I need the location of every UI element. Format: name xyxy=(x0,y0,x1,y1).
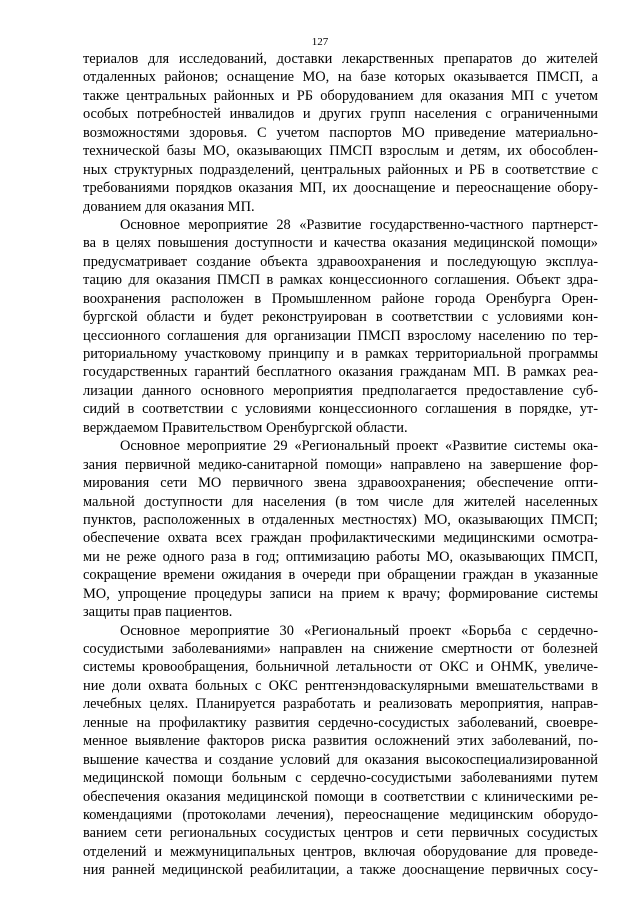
page-number: 127 xyxy=(311,36,329,48)
paragraph-start-line: Основное мероприятие 29 «Региональный проект «Развитие системы ока- xyxy=(120,438,598,455)
text-line: риториальному участковому принципу и в рамках территориальной программы xyxy=(83,346,598,362)
text-line: ние доли охвата больных с ОКС рентгенэндоваскулярными вмешательствами в xyxy=(83,677,598,694)
text-line: териалов для исследований, доставки лекарственных препаратов до жителей xyxy=(83,51,598,67)
text-line: возможностями здоровья. С учетом паспортов МО приведение материально- xyxy=(83,124,598,141)
text-line: системы кровообращения, больничной летальности от ОКС и ОНМК, увеличе- xyxy=(83,659,598,676)
text-line: МО, упрощение процедуры записи на прием к врачу; формирование системы xyxy=(83,585,598,602)
text-line: сосудистыми заболеваниями» направлен на снижение смертности от болезней xyxy=(83,641,598,657)
text-line: цессионного соглашения для организации ПМСП взрослому населению по тер- xyxy=(83,327,598,344)
text-line: ва в целях повышения доступности и качества оказания медицинской помощи» xyxy=(83,235,598,252)
text-line: сидий в соответствии с условиями концессионного соглашения в порядке, ут- xyxy=(83,401,598,418)
text-line: ми не реже одного раза в год; оптимизацию работы МО, оказывающих ПМСП, xyxy=(83,548,598,565)
text-line: особых потребностей инвалидов и других групп населения с ограниченными xyxy=(83,106,598,123)
text-line: отделений и межмуниципальных центров, включая оборудование для проведе- xyxy=(83,843,598,860)
text-line: тацию для оказания ПМСП в рамках концессионного соглашения. Объект здра- xyxy=(83,272,598,289)
text-line: сокращение времени ожидания в очереди при обращении граждан в указанные xyxy=(83,567,598,584)
text-line: отдаленных районов; оснащение МО, на базе которых оказывается ПМСП, а xyxy=(83,69,598,86)
text-line: ленные на профилактику развития сердечно-сосудистых заболеваний, своевре- xyxy=(83,714,598,731)
text-line: воохранения расположен в Промышленном районе города Оренбурга Орен- xyxy=(83,290,598,307)
paragraph-start-line: Основное мероприятие 28 «Развитие государственно-частного партнерст- xyxy=(120,216,598,233)
text-line: ния ранней медицинской реабилитации, а также дооснащение первичных сосу- xyxy=(83,862,598,879)
text-line: технической базы МО, оказывающих ПМСП взрослым и детям, их обособлен- xyxy=(83,143,598,160)
paragraph-end-line: защиты прав пациентов. xyxy=(83,604,233,621)
paragraph-end-line: дованием для оказания МП. xyxy=(83,198,255,215)
text-line: также центральных районных и РБ оборудованием для оказания МП с учетом xyxy=(83,87,598,104)
text-line: обеспечение охвата всех граждан профилактическими медицинскими осмотра- xyxy=(83,530,598,547)
text-line: лечебных целях. Планируется разработать и реализовать мероприятия, направ- xyxy=(83,696,598,713)
text-line: пунктов, расположенных в отдаленных местностях) МО, оказывающих ПМСП; xyxy=(83,511,598,528)
text-line: ных структурных подразделений, центральных районных и РБ в соответствие с xyxy=(83,161,598,178)
text-line: предусматривает создание объекта здравоохранения и последующую эксплуа- xyxy=(83,253,598,270)
text-line: лизации данного основного мероприятия предполагается предоставление суб- xyxy=(83,382,598,399)
body-text xyxy=(83,50,598,880)
text-line: требованиями порядков оказания МП, их дооснащение и переоснащение обору- xyxy=(83,180,598,197)
text-line: обеспечения оказания медицинской помощи в соответствии с клиническими ре- xyxy=(83,788,598,805)
text-line: государственных гарантий бесплатного оказания гражданам МП. В рамках реа- xyxy=(83,364,598,381)
text-line: ванием сети региональных сосудистых центров и сети первичных сосудистых xyxy=(83,825,598,842)
paragraph-end-line: верждаемом Правительством Оренбургской области. xyxy=(83,419,408,436)
text-line: мирования сети МО первичного звена здравоохранения; обеспечение опти- xyxy=(83,475,598,492)
text-line: зания первичной медико-санитарной помощи» направлено на завершение фор- xyxy=(83,456,598,473)
text-line: бургской области и будет реконструирован в соответствии с условиями кон- xyxy=(83,309,598,326)
text-line: мальной доступности для населения (в том числе для жителей населенных xyxy=(83,493,598,510)
text-line: комендациями (протоколами лечения), переоснащение медицинским оборудо- xyxy=(83,806,598,823)
text-line: медицинской помощи больным с сердечно-сосудистыми заболеваниями путем xyxy=(83,770,598,787)
text-line: вышение качества и создание условий для оказания высокоспециализированной xyxy=(83,751,598,768)
paragraph-start-line: Основное мероприятие 30 «Региональный проект «Борьба с сердечно- xyxy=(120,622,598,639)
text-line: менное выявление факторов риска развития осложнений этих заболеваний, по- xyxy=(83,733,598,750)
